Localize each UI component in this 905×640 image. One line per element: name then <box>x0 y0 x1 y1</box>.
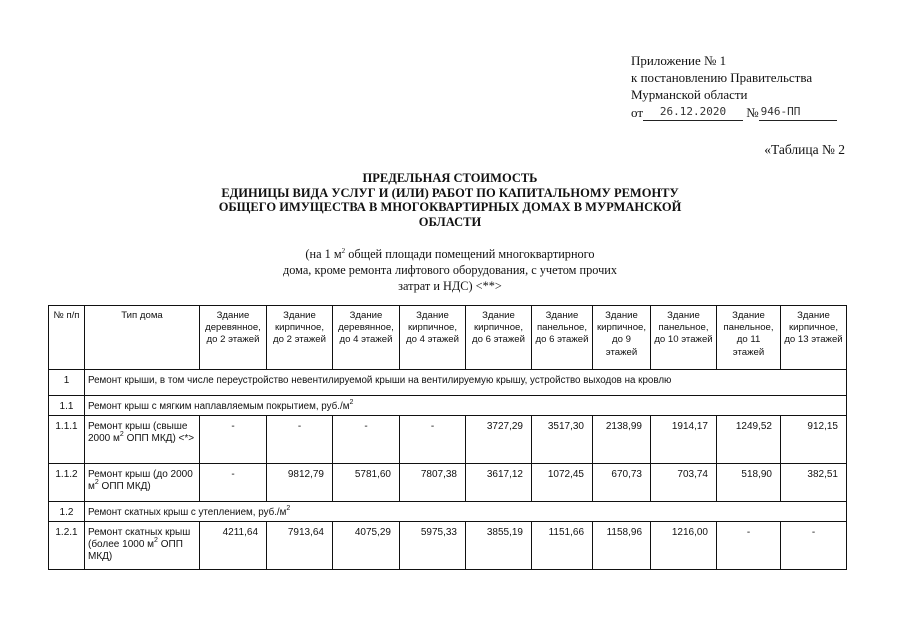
row-1-1-2-c2: 9812,79 <box>267 464 333 502</box>
section-1-1-sup: 2 <box>349 399 354 406</box>
table-label: «Таблица № 2 <box>764 142 845 157</box>
section-1-1-num: 1.1 <box>49 396 85 416</box>
handwritten-date: 26.12.2020 <box>643 103 743 121</box>
annex-line-3: Мурманской области <box>631 87 748 102</box>
row-1-1-1-c1: - <box>200 416 267 464</box>
section-row-1-1 <box>49 396 847 416</box>
header-c4: Здание кирпичное, до 4 этажей <box>400 306 466 370</box>
row-1-1-2-name-b: ОПП МКД) <box>98 481 151 492</box>
row-1-1-2-name <box>85 464 200 502</box>
row-1-1-2-num: 1.1.2 <box>49 464 85 502</box>
header-c6: Здание панельное, до 6 этажей <box>532 306 593 370</box>
header-c10: Здание кирпичное, до 13 этажей <box>781 306 847 370</box>
header-type: Тип дома <box>85 306 200 370</box>
subtitle-text-a: (на 1 м <box>305 247 342 261</box>
row-1-2-1-name-a: Ремонт скатных крыш (более 1000 м <box>88 527 191 550</box>
row-1-1-1-c5: 3727,29 <box>466 416 532 464</box>
row-1-1-2-c10: 382,51 <box>781 464 847 502</box>
row-1-1-2-c7: 670,73 <box>593 464 651 502</box>
row-1-1-2-name-a: Ремонт крыш (до 2000 м <box>88 469 193 492</box>
row-1-1-2-c8: 703,74 <box>651 464 717 502</box>
section-1-1-title-text: Ремонт крыш с мягким наплавляемым покрытием, руб./м <box>88 401 350 412</box>
header-num: № п/п <box>49 306 85 370</box>
row-1-2-1-num: 1.2.1 <box>49 522 85 570</box>
row-1-2-1-c6: 1151,66 <box>532 522 593 570</box>
row-1-2-1-name-b: ОПП МКД) <box>88 539 183 562</box>
row-1-2-1-sup: 2 <box>154 537 158 544</box>
subtitle-sup: 2 <box>341 247 346 255</box>
row-1-1-2-sup: 2 <box>94 479 99 486</box>
row-1-1-1-name-b: ОПП МКД) <*> <box>123 433 195 444</box>
row-1-1-2-c6: 1072,45 <box>532 464 593 502</box>
from-label: от <box>631 105 644 120</box>
row-1-2-1-c5: 3855,19 <box>466 522 532 570</box>
section-1-2-title <box>85 502 847 522</box>
table-row-1-1-1 <box>49 416 847 464</box>
annex-line-2: к постановлению Правительства <box>631 70 813 85</box>
subtitle-line-1 <box>240 246 660 262</box>
cost-table <box>48 305 847 570</box>
subtitle <box>240 246 660 294</box>
header-c1: Здание деревянное, до 2 этажей <box>200 306 267 370</box>
section-1-title: Ремонт крыши, в том числе переустройство невентилируемой крыши на вентилируемую крышу, устройство выходов на кровлю <box>85 370 847 396</box>
header-c3: Здание деревянное, до 4 этажей <box>333 306 400 370</box>
row-1-1-2-c5: 3617,12 <box>466 464 532 502</box>
section-1-1-title <box>85 396 847 416</box>
row-1-1-1-c7: 2138,99 <box>593 416 651 464</box>
section-1-2-num: 1.2 <box>49 502 85 522</box>
row-1-1-2-c3: 5781,60 <box>333 464 400 502</box>
header-row <box>49 306 847 370</box>
row-1-2-1-c2: 7913,64 <box>267 522 333 570</box>
annex-line-1: Приложение № 1 <box>631 53 727 68</box>
row-1-1-2-c1: - <box>200 464 267 502</box>
section-row-1 <box>49 370 847 396</box>
section-row-1-2 <box>49 502 847 522</box>
row-1-2-1-name <box>85 522 200 570</box>
row-1-2-1-c4: 5975,33 <box>400 522 466 570</box>
section-1-2-title-text: Ремонт скатных крыш с утеплением, руб./м <box>88 507 287 518</box>
handwritten-number: 946-ПП <box>759 103 837 121</box>
title-line-1: ПРЕДЕЛЬНАЯ СТОИМОСТЬ <box>362 171 538 185</box>
header-c8: Здание панельное, до 10 этажей <box>651 306 717 370</box>
row-1-1-1-c10: 912,15 <box>781 416 847 464</box>
row-1-1-1-sup: 2 <box>119 431 124 438</box>
row-1-1-1-c2: - <box>267 416 333 464</box>
subtitle-text-b: общей площади помещений многоквартирного <box>345 247 595 261</box>
section-1-2-sup: 2 <box>286 505 291 512</box>
row-1-2-1-c1: 4211,64 <box>200 522 267 570</box>
subtitle-line-2: дома, кроме ремонта лифтового оборудования, с учетом прочих <box>282 263 618 277</box>
row-1-1-2-c9: 518,90 <box>717 464 781 502</box>
row-1-1-1-c6: 3517,30 <box>532 416 593 464</box>
row-1-2-1-c8: 1216,00 <box>651 522 717 570</box>
number-label: № <box>746 105 759 120</box>
row-1-1-1-c3: - <box>333 416 400 464</box>
header-c5: Здание кирпичное, до 6 этажей <box>466 306 532 370</box>
annex-block <box>631 52 837 121</box>
row-1-1-1-c4: - <box>400 416 466 464</box>
row-1-2-1-c10: - <box>781 522 847 570</box>
table-row-1-1-2 <box>49 464 847 502</box>
row-1-2-1-c9: - <box>717 522 781 570</box>
annex-date-number-row <box>631 103 837 121</box>
header-c9: Здание панельное, до 11 этажей <box>717 306 781 370</box>
row-1-1-1-name <box>85 416 200 464</box>
document-title <box>180 171 720 229</box>
header-c7: Здание кирпичное, до 9 этажей <box>593 306 651 370</box>
row-1-1-1-num: 1.1.1 <box>49 416 85 464</box>
title-line-3: ОБЩЕГО ИМУЩЕСТВА В МНОГОКВАРТИРНЫХ ДОМАХ В МУРМАНСКОЙ <box>218 200 682 214</box>
row-1-1-2-c4: 7807,38 <box>400 464 466 502</box>
subtitle-line-3: затрат и НДС) <**> <box>398 279 502 293</box>
row-1-1-1-c9: 1249,52 <box>717 416 781 464</box>
title-line-4: ОБЛАСТИ <box>418 214 482 229</box>
row-1-2-1-c7: 1158,96 <box>593 522 651 570</box>
row-1-2-1-c3: 4075,29 <box>333 522 400 570</box>
row-1-1-1-name-a: Ремонт крыш (свыше 2000 м <box>88 421 188 444</box>
header-c2: Здание кирпичное, до 2 этажей <box>267 306 333 370</box>
table-row-1-2-1 <box>49 522 847 570</box>
section-1-num: 1 <box>49 370 85 396</box>
row-1-1-1-c8: 1914,17 <box>651 416 717 464</box>
title-line-2: ЕДИНИЦЫ ВИДА УСЛУГ И (ИЛИ) РАБОТ ПО КАПИТАЛЬНОМУ РЕМОНТУ <box>221 185 679 200</box>
